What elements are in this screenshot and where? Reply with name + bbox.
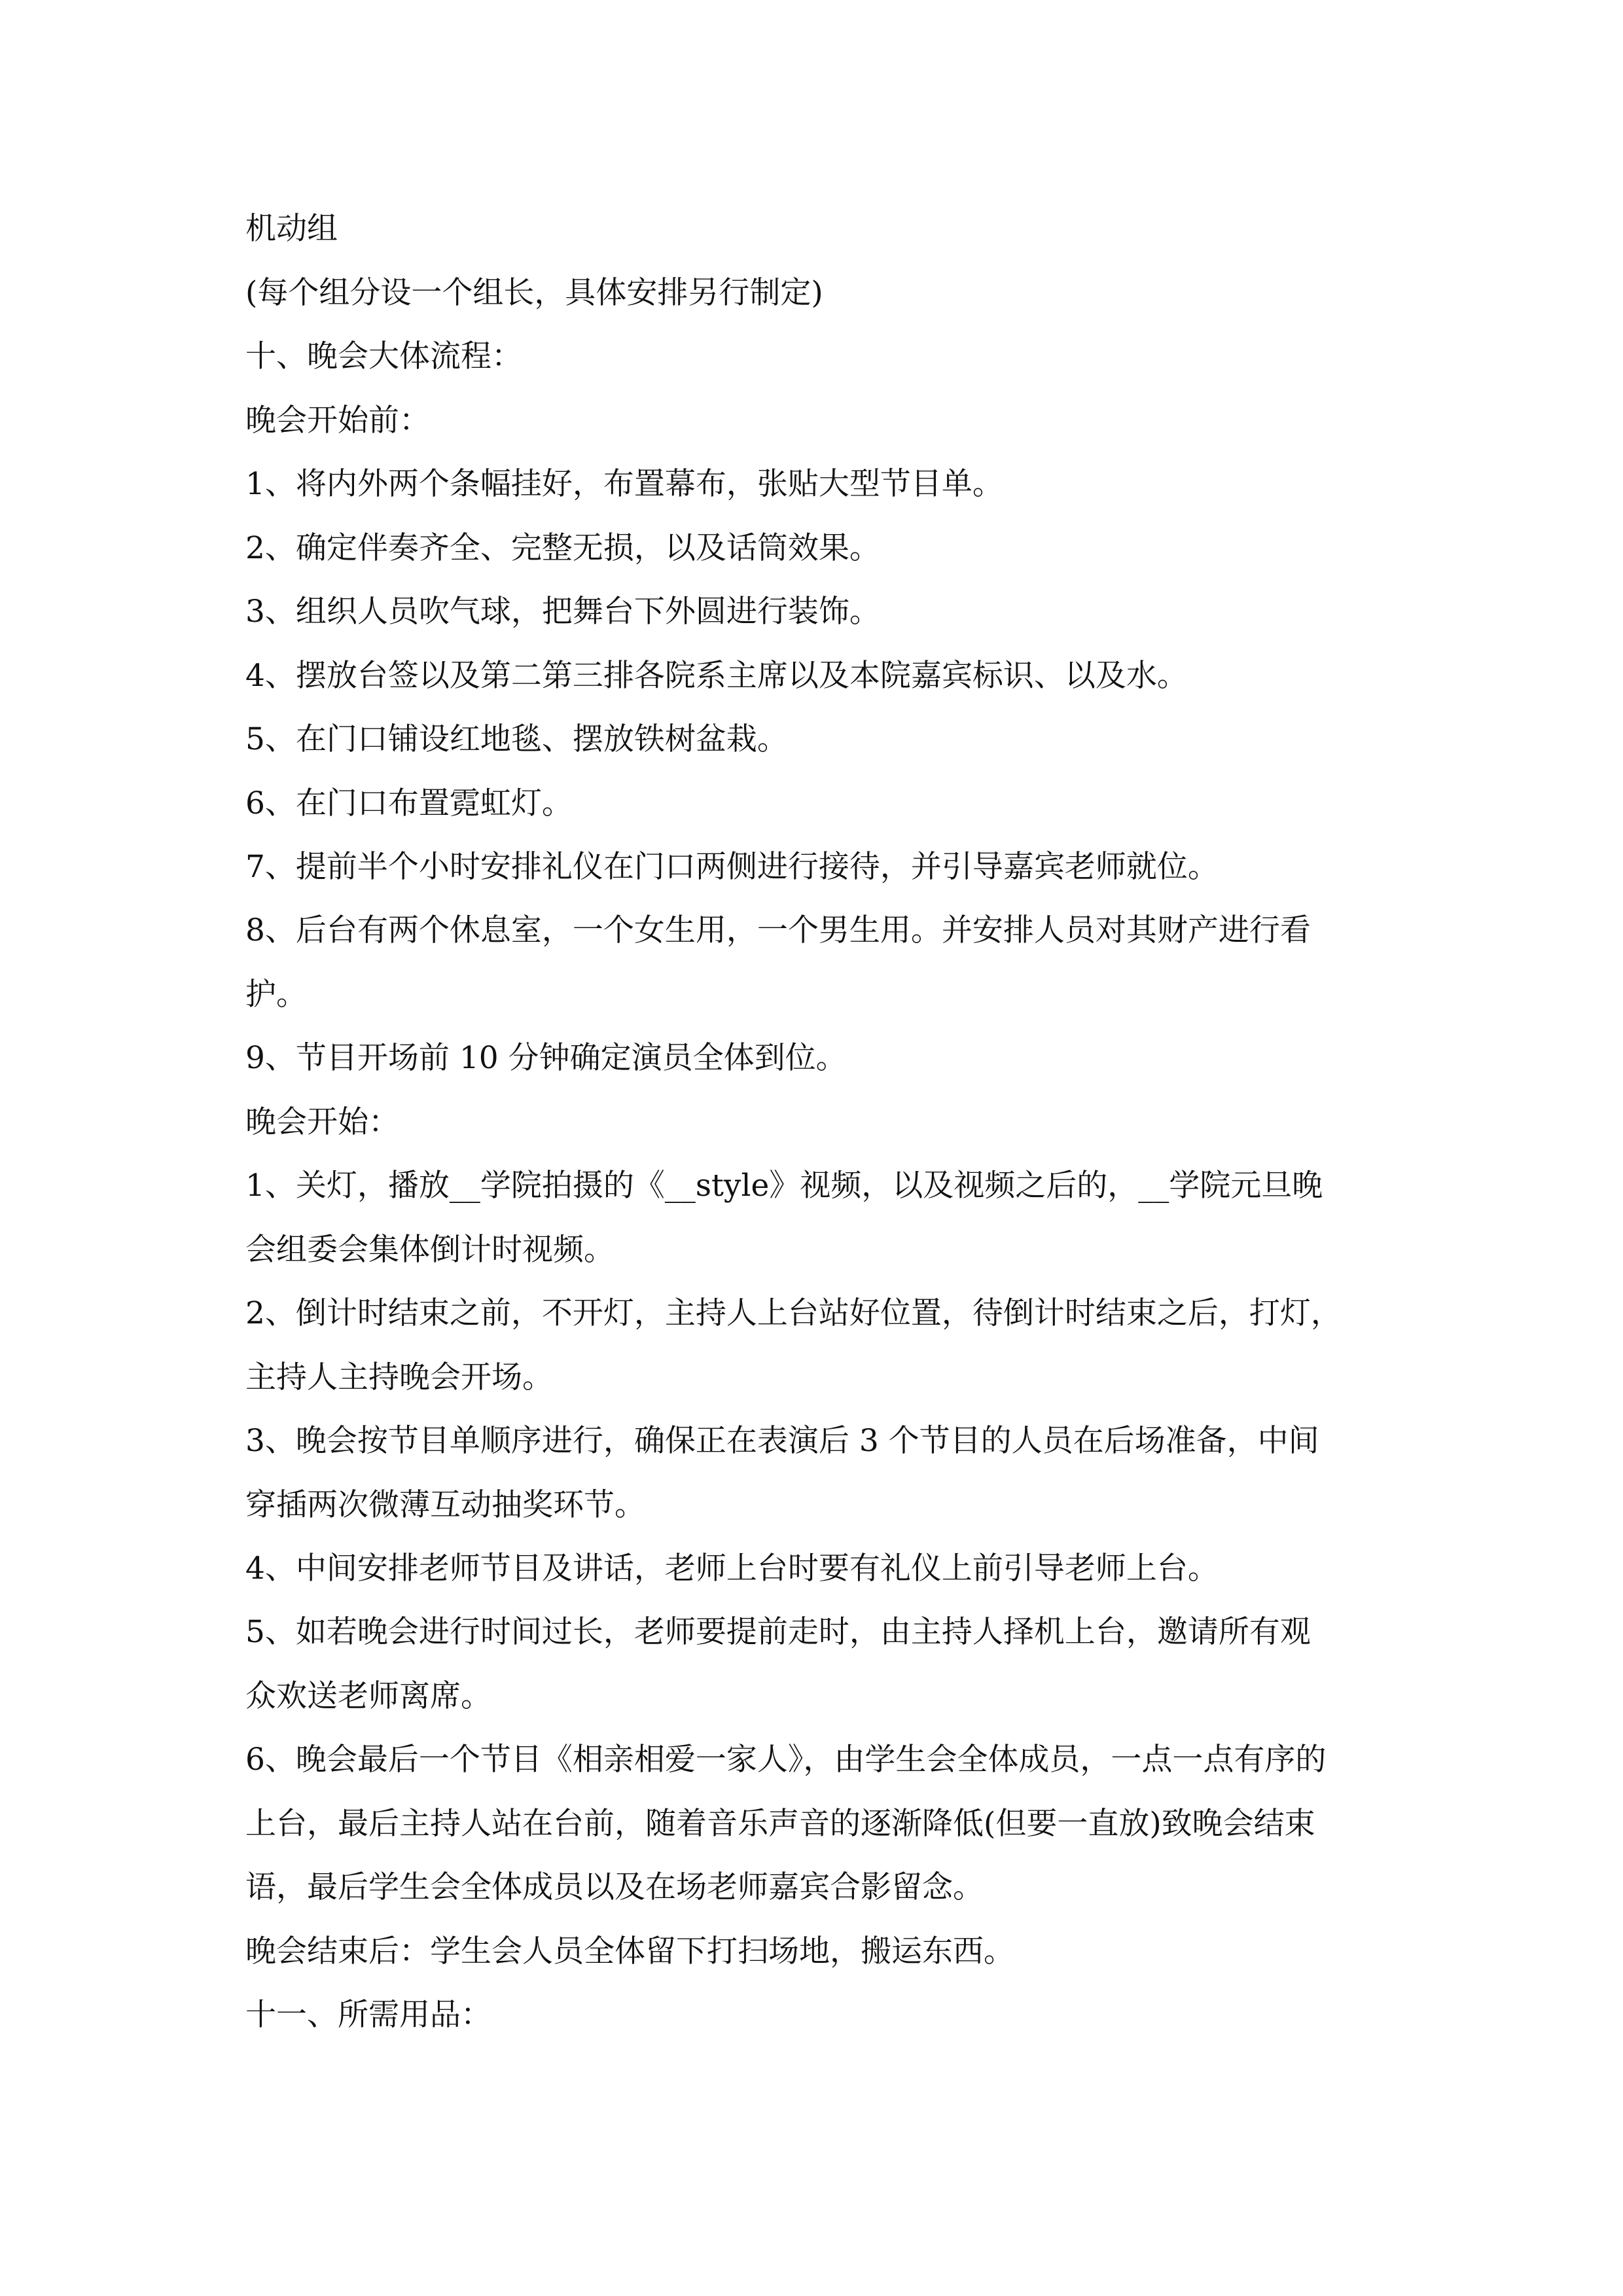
list-item-before-4: 4、摆放台签以及第二第三排各院系主席以及本院嘉宾标识、以及水。 bbox=[245, 658, 1188, 694]
section-heading-process: 十、晚会大体流程： bbox=[245, 338, 522, 374]
list-item-before-7: 7、提前半个小时安排礼仪在门口两侧进行接待，并引导嘉宾老师就位。 bbox=[245, 849, 1219, 885]
text-line-after-party: 晚会结束后：学生会人员全体留下打扫场地，搬运东西。 bbox=[245, 1933, 1014, 1969]
list-item-before-5: 5、在门口铺设红地毯、摆放铁树盆栽。 bbox=[245, 721, 788, 757]
list-item-start-1: 1、关灯，播放__学院拍摄的《__style》视频，以及视频之后的，__学院元旦晚 bbox=[245, 1168, 1323, 1204]
list-item-before-9: 9、节目开场前 10 分钟确定演员全体到位。 bbox=[245, 1040, 847, 1076]
list-item-before-8-cont: 护。 bbox=[245, 977, 307, 1013]
list-item-start-6: 6、晚会最后一个节目《相亲相爱一家人》，由学生会全体成员，一点一点有序的 bbox=[245, 1742, 1327, 1778]
list-item-before-3: 3、组织人员吹气球，把舞台下外圆进行装饰。 bbox=[245, 594, 880, 630]
list-item-before-1: 1、将内外两个条幅挂好，布置幕布，张贴大型节目单。 bbox=[245, 466, 1003, 502]
list-item-before-2: 2、确定伴奏齐全、完整无损，以及话筒效果。 bbox=[245, 530, 880, 566]
list-item-start-3: 3、晚会按节目单顺序进行，确保正在表演后 3 个节目的人员在后场准备，中间 bbox=[245, 1423, 1319, 1459]
list-item-start-2-cont: 主持人主持晚会开场。 bbox=[245, 1359, 553, 1395]
list-item-before-8: 8、后台有两个休息室，一个女生用，一个男生用。并安排人员对其财产进行看 bbox=[245, 912, 1311, 948]
subheading-party-start: 晚会开始： bbox=[245, 1104, 399, 1140]
list-item-start-4: 4、中间安排老师节目及讲话，老师上台时要有礼仪上前引导老师上台。 bbox=[245, 1551, 1219, 1587]
list-item-start-5-cont: 众欢送老师离席。 bbox=[245, 1678, 491, 1714]
list-item-start-6-cont-2: 语，最后学生会全体成员以及在场老师嘉宾合影留念。 bbox=[245, 1869, 984, 1905]
text-line-group-leader-note: (每个组分设一个组长，具体安排另行制定) bbox=[245, 275, 823, 311]
list-item-start-5: 5、如若晚会进行时间过长，老师要提前走时，由主持人择机上台，邀请所有观 bbox=[245, 1614, 1311, 1650]
section-heading-supplies: 十一、所需用品： bbox=[245, 1997, 491, 2033]
subheading-before-party: 晚会开始前： bbox=[245, 403, 430, 439]
list-item-start-6-cont-1: 上台，最后主持人站在台前，随着音乐声音的逐渐降低(但要一直放)致晚会结束 bbox=[245, 1806, 1315, 1842]
text-line-mobile-group: 机动组 bbox=[245, 211, 338, 247]
list-item-before-6: 6、在门口布置霓虹灯。 bbox=[245, 785, 573, 821]
list-item-start-1-cont: 会组委会集体倒计时视频。 bbox=[245, 1232, 615, 1268]
list-item-start-3-cont: 穿插两次微薄互动抽奖环节。 bbox=[245, 1487, 645, 1523]
list-item-start-2: 2、倒计时结束之前，不开灯，主持人上台站好位置，待倒计时结束之后，打灯， bbox=[245, 1295, 1342, 1331]
